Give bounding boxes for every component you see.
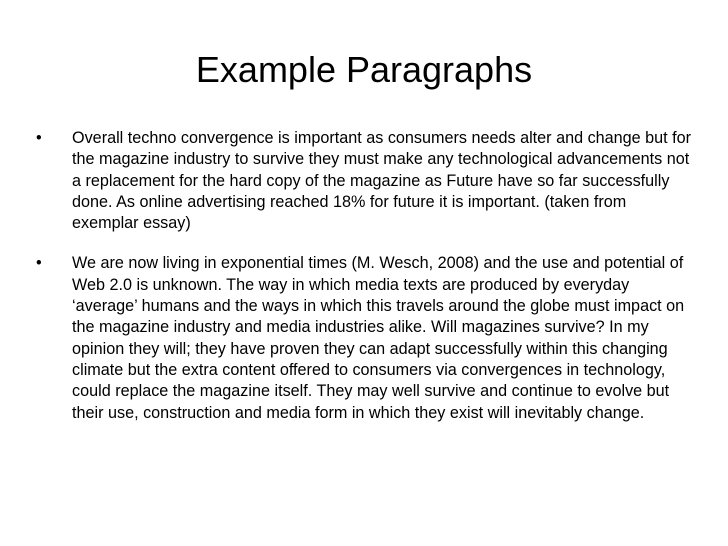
bullet-list bbox=[36, 128, 696, 443]
bullet-item-exponential-times bbox=[36, 253, 696, 423]
bullet-marker: • bbox=[36, 129, 42, 147]
bullet-text: We are now living in exponential times (M. Wesch, 2008) and the use and potential of Web 2.0 is unknown. The way in which media texts are produced by everyday ‘average’ humans and the ways in which this travels around the globe must impact on the magazine industry and media industries alike. Will magazines survive? In my opinion they will; they have proven they can adapt successfully within this changing climate but the extra content offered to consumers via convergences in technology, could replace the magazine itself. They may well survive and continue to evolve but their use, construction and media form in which they exist will inevitably change. bbox=[72, 254, 685, 422]
bullet-marker: • bbox=[36, 254, 42, 273]
slide-title: Example Paragraphs bbox=[195, 49, 533, 90]
bullet-item-convergence bbox=[36, 128, 696, 234]
bullet-text: Overall techno convergence is important as consumers needs alter and change but for the magazine industry to survive they must make any technological advancements not a replacement for the hard copy of the magazine as Future have so far successfully done. As online advertising reached 18% for future it is important. (taken from exemplar essay) bbox=[72, 129, 692, 233]
